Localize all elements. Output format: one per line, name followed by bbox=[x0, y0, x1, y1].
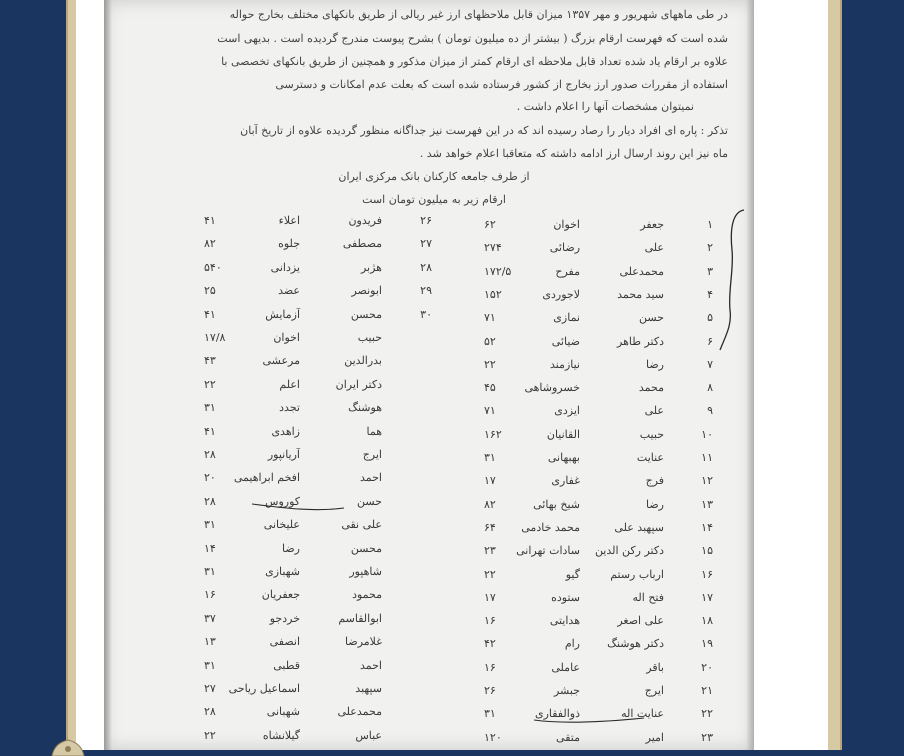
last-name: هدایتی bbox=[549, 614, 580, 628]
row-number: ۳ bbox=[707, 264, 713, 278]
last-name: غفاری bbox=[551, 474, 580, 488]
first-name: حبیب bbox=[639, 427, 664, 441]
last-name: عاملی bbox=[551, 660, 580, 674]
amount-value: ۱۵۲ bbox=[484, 287, 502, 301]
row-number: ۲۰ bbox=[701, 660, 713, 674]
first-name: علی اصغر bbox=[617, 614, 664, 628]
first-name: دکتر ایران bbox=[335, 377, 382, 391]
last-name: اسماعیل ریاحی bbox=[228, 682, 300, 695]
amount-value: ۱۲۰ bbox=[484, 730, 502, 744]
amount-value: ۱۶ bbox=[484, 660, 496, 674]
first-name: امیر bbox=[645, 730, 664, 744]
first-name: ارباب رستم bbox=[610, 567, 664, 581]
row-number: ۷ bbox=[707, 357, 713, 371]
paragraph-line: در طی ماههای شهریور و مهر ۱۳۵۷ میزان قابل ملاحظهای ارز غیر ریالی از طریق بانکهای مختلف بخارج حواله bbox=[229, 8, 728, 21]
last-name: عضد bbox=[278, 284, 300, 298]
first-name: شاهپور bbox=[349, 565, 382, 578]
last-name: شیخ بهائی bbox=[533, 497, 580, 511]
first-name: هوشنگ bbox=[348, 401, 382, 415]
amount-value: ۲۳ bbox=[484, 544, 496, 558]
amount-value: ۲۲ bbox=[484, 357, 496, 371]
last-name: اخوان bbox=[553, 218, 580, 231]
amount-value: ۲۶ bbox=[484, 684, 496, 697]
last-name: زاهدی bbox=[271, 424, 300, 438]
row-number: ۱۴ bbox=[701, 520, 713, 534]
row-number: ۲۷ bbox=[420, 237, 432, 251]
amount-value: ۸۲ bbox=[484, 497, 496, 511]
row-number: ۱ bbox=[707, 218, 713, 231]
last-name: اعلم bbox=[279, 377, 300, 391]
amount-value: ۲۷ bbox=[204, 682, 216, 695]
amount-value: ۴۱ bbox=[204, 424, 216, 438]
row-number: ۱۰ bbox=[701, 427, 713, 441]
first-name: احمد bbox=[360, 471, 382, 485]
first-name: دکتر طاهر bbox=[617, 334, 664, 348]
amount-value: ۲۵ bbox=[204, 284, 216, 298]
row-number: ۶ bbox=[707, 334, 713, 348]
first-name: فرج bbox=[645, 474, 664, 488]
first-name: هما bbox=[366, 424, 382, 438]
first-name: ایرج bbox=[644, 684, 664, 697]
row-number: ۱۵ bbox=[701, 544, 713, 558]
row-number: ۱۱ bbox=[701, 451, 713, 464]
amount-value: ۱۶ bbox=[204, 588, 216, 602]
row-number: ۵ bbox=[707, 311, 713, 325]
first-name: حبیب bbox=[357, 331, 382, 344]
amount-value: ۱۶ bbox=[484, 614, 496, 628]
last-name: القانیان bbox=[546, 427, 580, 441]
row-number: ۹ bbox=[707, 404, 713, 418]
last-name: ایزدی bbox=[554, 404, 580, 418]
last-name: جلوه bbox=[278, 237, 300, 251]
first-name: علی bbox=[644, 404, 664, 418]
last-name: ذوالفقاری bbox=[534, 707, 580, 721]
amount-value: ۵۲ bbox=[484, 334, 496, 348]
amount-value: ۶۴ bbox=[484, 520, 496, 534]
amount-value: ۴۵ bbox=[484, 381, 496, 395]
amount-value: ۱۷ bbox=[484, 590, 496, 604]
row-number: ۱۷ bbox=[701, 590, 713, 604]
amount-value: ۲۰ bbox=[204, 471, 216, 485]
amount-value: ۸۲ bbox=[204, 237, 216, 251]
last-name: جبشر bbox=[553, 684, 580, 697]
last-name: شهبازی bbox=[265, 565, 300, 578]
first-name: غلامرضا bbox=[345, 635, 382, 649]
note-line: تذکر : پاره ای افراد دیار را رصاد رسیده اند که در این فهرست نیز جداگانه منظور گردیده علاوه از تاریخ آبان bbox=[240, 124, 728, 137]
row-number: ۲۲ bbox=[701, 707, 713, 721]
first-name: فریدون bbox=[348, 214, 382, 227]
amount-value: ۳۱ bbox=[204, 401, 216, 415]
first-name: عباس bbox=[355, 728, 382, 742]
row-number: ۱۹ bbox=[701, 637, 713, 651]
first-name: دکتر هوشنگ bbox=[607, 637, 664, 651]
first-name: محمدعلی bbox=[337, 705, 382, 719]
first-name: حسن bbox=[639, 311, 664, 325]
last-name: ستوده bbox=[551, 590, 580, 604]
last-name: سادات تهرانی bbox=[516, 544, 580, 558]
amount-value: ۲۲ bbox=[204, 728, 216, 742]
last-name: رام bbox=[564, 637, 580, 651]
last-name: علیخانی bbox=[263, 518, 300, 532]
last-name: لاجوردی bbox=[542, 287, 580, 301]
first-name: باقر bbox=[646, 660, 664, 674]
row-number: ۴ bbox=[707, 287, 713, 301]
note-line: ماه نیز این روند ارسال ارز ادامه داشته که متعاقبا اعلام خواهد شد . bbox=[419, 147, 728, 160]
first-name: ایرج bbox=[362, 448, 382, 461]
last-name: گیو bbox=[565, 567, 580, 581]
amount-value: ۳۷ bbox=[204, 611, 216, 625]
amount-value: ۱۷۲/۵ bbox=[484, 264, 512, 278]
first-name: علی نقی bbox=[341, 518, 382, 532]
first-name: فتح اله bbox=[632, 590, 664, 604]
last-name: کوروس bbox=[265, 494, 300, 508]
first-name: دکتر رکن الدین bbox=[594, 544, 664, 558]
first-name: عنایت bbox=[636, 451, 664, 464]
amount-value: ۶۲ bbox=[484, 218, 496, 231]
first-name: سپهبد bbox=[355, 682, 382, 695]
last-name: بهبهانی bbox=[547, 451, 580, 464]
first-name: هژبر bbox=[360, 260, 382, 274]
first-name: عنایت اله bbox=[621, 707, 664, 721]
last-name: محمد خادمی bbox=[521, 520, 580, 534]
last-name: یزدانی bbox=[270, 260, 300, 274]
first-name: محمدعلی bbox=[619, 264, 664, 278]
last-name: اعلاء bbox=[278, 214, 300, 227]
row-number: ۲۸ bbox=[420, 260, 432, 274]
last-name: رضا bbox=[281, 541, 300, 555]
row-number: ۲۱ bbox=[701, 684, 713, 697]
first-name: سید محمد bbox=[617, 287, 664, 301]
first-name: رضا bbox=[645, 497, 664, 511]
last-name: افخم ابراهیمی bbox=[233, 471, 300, 485]
last-name: تجدد bbox=[279, 401, 300, 415]
amount-value: ۲۸ bbox=[204, 494, 216, 508]
first-name: ابونصر bbox=[351, 284, 382, 298]
row-number: ۱۸ bbox=[701, 614, 713, 628]
amount-value: ۴۳ bbox=[204, 354, 216, 368]
amount-value: ۱۶۲ bbox=[484, 427, 502, 441]
first-name: محسن bbox=[350, 541, 382, 555]
first-name: علی bbox=[644, 241, 664, 255]
amount-value: ۱۳ bbox=[204, 635, 216, 649]
amount-value: ۲۲ bbox=[484, 567, 496, 581]
amount-value: ۴۲ bbox=[484, 637, 496, 651]
row-number: ۲۳ bbox=[701, 730, 713, 744]
amount-value: ۲۷۴ bbox=[484, 241, 502, 255]
first-name: جعفر bbox=[640, 218, 664, 231]
paragraph-line: استفاده از مقررات صدور ارز بخارج از کشور فرستاده شده است که بعلت عدم امکانات و دسترسی bbox=[275, 78, 728, 91]
last-name: گیلانشاه bbox=[262, 728, 300, 742]
first-name: محسن bbox=[350, 307, 382, 321]
amount-value: ۳۱ bbox=[484, 451, 496, 464]
amount-value: ۱۷/۸ bbox=[204, 331, 226, 344]
list-subheading: ارقام زیر به میلیون تومان است bbox=[362, 193, 506, 206]
paragraph-line: شده است که فهرست ارقام بزرگ ( بیشتر از ده میلیون تومان ) بشرح پیوست مندرج گردیده است . بدیهی است bbox=[217, 32, 728, 45]
paragraph-line: نمیتوان مشخصات آنها را اعلام داشت . bbox=[516, 100, 694, 113]
last-name: خسروشاهی bbox=[524, 381, 580, 395]
row-number: ۸ bbox=[707, 381, 713, 395]
amount-value: ۵۴۰ bbox=[204, 260, 222, 274]
row-number: ۱۲ bbox=[701, 474, 713, 488]
last-name: مفرح bbox=[555, 264, 580, 278]
amount-value: ۷۱ bbox=[484, 404, 496, 418]
row-number: ۲۶ bbox=[420, 214, 432, 227]
amount-value: ۲۸ bbox=[204, 705, 216, 719]
row-number: ۲ bbox=[707, 241, 713, 255]
last-name: آزمایش bbox=[265, 307, 300, 321]
first-name: محمد bbox=[638, 381, 664, 395]
amount-value: ۳۱ bbox=[204, 565, 216, 578]
last-name: خردجو bbox=[269, 611, 300, 625]
amount-value: ۲۲ bbox=[204, 377, 216, 391]
emblem-icon bbox=[48, 736, 88, 756]
last-name: نیازمند bbox=[549, 357, 580, 371]
last-name: نمازی bbox=[553, 311, 580, 325]
amount-value: ۲۸ bbox=[204, 448, 216, 461]
last-name: آریانپور bbox=[267, 448, 300, 461]
amount-value: ۳۱ bbox=[204, 658, 216, 672]
last-name: متقی bbox=[556, 730, 580, 744]
last-name: قطبی bbox=[273, 658, 300, 672]
amount-value: ۱۴ bbox=[204, 541, 216, 555]
amount-value: ۴۱ bbox=[204, 307, 216, 321]
last-name: مرعشی bbox=[262, 354, 300, 368]
paragraph-line: علاوه بر ارقام یاد شده تعداد قابل ملاحظه ای ارقام کمتر از میزان مذکور و همچنین از طریق بانکهای تخصصی با bbox=[221, 55, 728, 68]
last-name: جعفریان bbox=[261, 588, 300, 602]
first-name: مصطفی bbox=[342, 237, 382, 251]
amount-value: ۴۱ bbox=[204, 214, 216, 227]
row-number: ۳۰ bbox=[420, 307, 432, 321]
scanned-document bbox=[104, 0, 754, 750]
amount-value: ۱۷ bbox=[484, 474, 496, 488]
last-name: رضائی bbox=[549, 241, 580, 255]
last-name: ضیائی bbox=[551, 334, 580, 348]
amount-value: ۳۱ bbox=[204, 518, 216, 532]
first-name: بدرالدین bbox=[344, 354, 382, 368]
last-name: انصفی bbox=[269, 635, 300, 649]
amount-value: ۷۱ bbox=[484, 311, 496, 325]
first-name: محمود bbox=[352, 588, 382, 602]
list-heading: از طرف جامعه کارکنان بانک مرکزی ایران bbox=[338, 170, 530, 183]
last-name: اخوان bbox=[273, 331, 300, 344]
row-number: ۱۶ bbox=[701, 567, 713, 581]
first-name: ابوالقاسم bbox=[338, 611, 382, 625]
amount-value: ۳۱ bbox=[484, 707, 496, 721]
first-name: سپهبد علی bbox=[614, 520, 664, 534]
row-number: ۱۳ bbox=[701, 497, 713, 511]
first-name: احمد bbox=[360, 658, 382, 672]
first-name: رضا bbox=[645, 357, 664, 371]
first-name: حسن bbox=[357, 494, 382, 508]
row-number: ۲۹ bbox=[420, 284, 432, 298]
last-name: شهبانی bbox=[266, 705, 300, 719]
